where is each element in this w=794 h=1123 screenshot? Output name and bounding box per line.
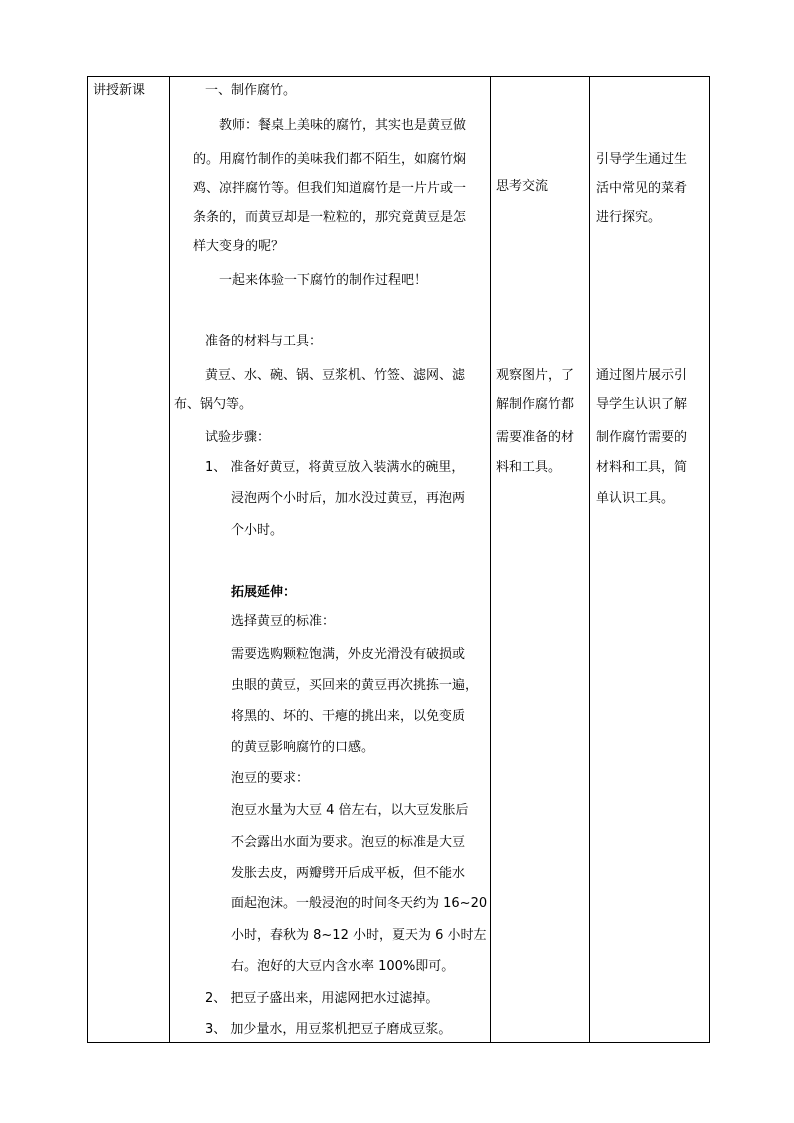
soak-line: 小时，春秋为 8~12 小时，夏天为 6 小时左 [231, 928, 487, 943]
select-line: 的黄豆影响腐竹的口感。 [231, 740, 375, 755]
table-row [88, 77, 710, 1043]
step-1-line: 个小时。 [231, 523, 284, 538]
teacher-line: 教师：餐桌上美味的腐竹，其实也是黄豆做 [219, 118, 467, 133]
select-line: 虫眼的黄豆，买回来的黄豆再次挑拣一遍， [231, 678, 479, 693]
intent-line: 活中常见的菜肴 [596, 181, 688, 196]
intent-line: 进行探究。 [596, 210, 662, 225]
activity-line: 解制作腐竹都 [496, 397, 575, 412]
experience-line: 一起来体验一下腐竹的制作过程吧！ [219, 273, 428, 288]
activity-line: 思考交流 [496, 179, 549, 194]
soak-line: 右。泡好的大豆内含水率 100%即可。 [231, 959, 455, 974]
activity-line: 料和工具。 [496, 460, 562, 475]
teacher-line: 样大变身的呢？ [193, 239, 285, 254]
soak-line: 面起泡沫。一般浸泡的时间冬天约为 16~20 [231, 896, 488, 911]
content-heading: 一、制作腐竹。 [205, 83, 297, 98]
intent-line: 引导学生通过生 [596, 152, 688, 167]
teacher-line: 鸡、凉拌腐竹等。但我们知道腐竹是一片片或一 [193, 181, 467, 196]
student-activity-cell [491, 77, 590, 1043]
materials-line: 黄豆、水、碗、锅、豆浆机、竹签、滤网、滤 [205, 368, 466, 383]
soak-line: 发胀去皮，两瓣劈开后成平板，但不能水 [231, 866, 466, 881]
intent-line: 单认识工具。 [596, 491, 675, 506]
materials-title: 准备的材料与工具： [205, 334, 323, 349]
steps-title: 试验步骤： [205, 430, 271, 445]
soak-title: 泡豆的要求： [231, 771, 310, 786]
select-line: 需要选购颗粒饱满，外皮光滑没有破损或 [231, 647, 466, 662]
select-title: 选择黄豆的标准： [231, 614, 336, 629]
section-label: 讲授新课 [93, 83, 146, 98]
intent-line: 导学生认识了解 [596, 397, 688, 412]
soak-line: 不会露出水面为要求。泡豆的标准是大豆 [231, 835, 466, 850]
activity-line: 需要准备的材 [496, 430, 575, 445]
step-1-line: 浸泡两个小时后，加水没过黄豆，再泡两 [231, 491, 466, 506]
select-line: 将黑的、坏的、干瘪的挑出来，以免变质 [231, 709, 466, 724]
teacher-line: 条条的，而黄豆却是一粒粒的，那究竟黄豆是怎 [193, 210, 467, 225]
teaching-content-cell [170, 77, 491, 1043]
extension-title: 拓展延伸： [231, 585, 297, 600]
lesson-plan-table [87, 76, 710, 1043]
step-1-line: 1、 准备好黄豆，将黄豆放入装满水的碗里， [205, 460, 465, 475]
intent-line: 材料和工具，简 [596, 460, 688, 475]
soak-line: 泡豆水量为大豆 4 倍左右，以大豆发胀后 [231, 803, 469, 818]
teacher-line: 的。用腐竹制作的美味我们都不陌生，如腐竹焖 [193, 152, 467, 167]
activity-line: 观察图片，了 [496, 368, 575, 383]
intent-line: 通过图片展示引 [596, 368, 688, 383]
step-2-line: 2、 把豆子盛出来，用滤网把水过滤掉。 [205, 991, 439, 1006]
materials-line: 布、锅勺等。 [174, 397, 253, 412]
intent-line: 制作腐竹需要的 [596, 430, 688, 445]
design-intent-cell [590, 77, 710, 1043]
step-3-line: 3、 加少量水，用豆浆机把豆子磨成豆浆。 [205, 1022, 452, 1037]
section-cell [88, 77, 170, 1043]
